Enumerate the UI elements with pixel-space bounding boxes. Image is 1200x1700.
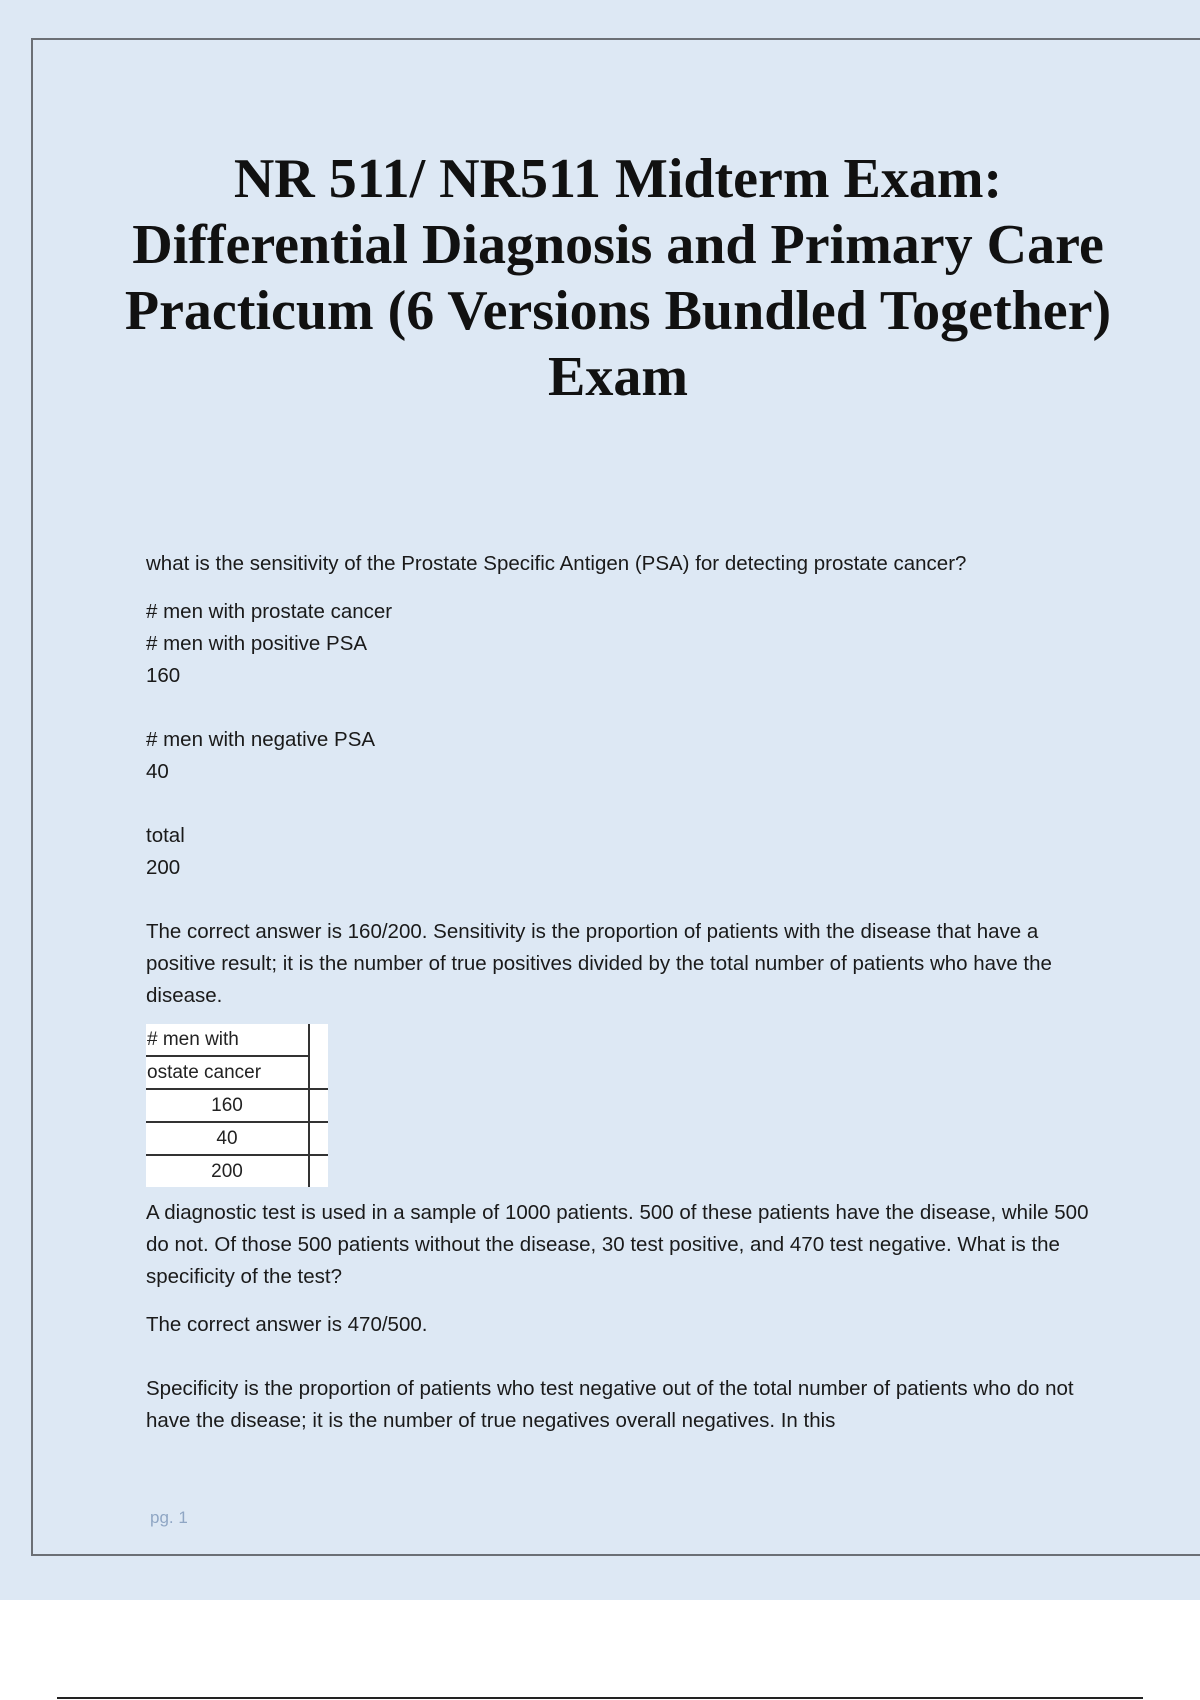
mini-table-header-line1: # men with bbox=[147, 1028, 239, 1050]
mini-table-header-2 bbox=[146, 1056, 309, 1089]
row-men-with-cancer: # men with prostate cancer bbox=[146, 600, 393, 623]
mini-table-side-cell bbox=[309, 1155, 328, 1187]
mini-table-cell: 40 bbox=[146, 1122, 309, 1155]
question-specificity: A diagnostic test is used in a sample of 1000 patients. 500 of these patients have the disease, while 500 do not. Of those 500 patients without the disease, 30 test positive, and 470 test negative. What is the specificity of the test? bbox=[146, 1201, 1089, 1288]
row-total-label: total bbox=[146, 824, 185, 847]
row-total-value: 200 bbox=[146, 856, 181, 879]
answer-specificity: The correct answer is 470/500. bbox=[146, 1313, 428, 1336]
footer-rule bbox=[57, 1697, 1143, 1699]
question-sensitivity: what is the sensitivity of the Prostate Specific Antigen (PSA) for detecting prostate cancer? bbox=[146, 552, 967, 575]
page-number: pg. 1 bbox=[150, 1508, 188, 1527]
mini-table-side-cell bbox=[309, 1089, 328, 1122]
mini-table-cell: 160 bbox=[146, 1089, 309, 1122]
mini-table-cell: 200 bbox=[211, 1161, 243, 1182]
explanation-specificity: Specificity is the proportion of patients who test negative out of the total number of patients who do not have the disease; it is the number of true negatives overall negatives. In this bbox=[146, 1377, 1074, 1432]
row-positive-psa-label: # men with positive PSA bbox=[146, 632, 368, 655]
answer-sensitivity: The correct answer is 160/200. Sensitivity is the proportion of patients with the disease that have a positive result; it is the number of true positives divided by the total number of patients who have the disease. bbox=[146, 920, 1052, 1007]
document-title: NR 511/ NR511 Midterm Exam: Differential Diagnosis and Primary Care Practicum (6 Versions Bundled Together) Exam bbox=[124, 148, 1112, 408]
mini-table-side-cell bbox=[309, 1056, 328, 1089]
row-negative-psa-label: # men with negative PSA bbox=[146, 728, 376, 751]
row-positive-psa-value: 160 bbox=[146, 664, 181, 687]
mini-table-side-cell bbox=[309, 1024, 328, 1056]
mini-table-side-cell bbox=[309, 1122, 328, 1155]
document-body bbox=[146, 548, 1096, 1437]
mini-table-header bbox=[146, 1024, 309, 1056]
row-negative-psa-value: 40 bbox=[146, 760, 169, 783]
cropped-table-image bbox=[146, 1024, 328, 1187]
mini-table-header-line2: ostate cancer bbox=[147, 1061, 262, 1083]
